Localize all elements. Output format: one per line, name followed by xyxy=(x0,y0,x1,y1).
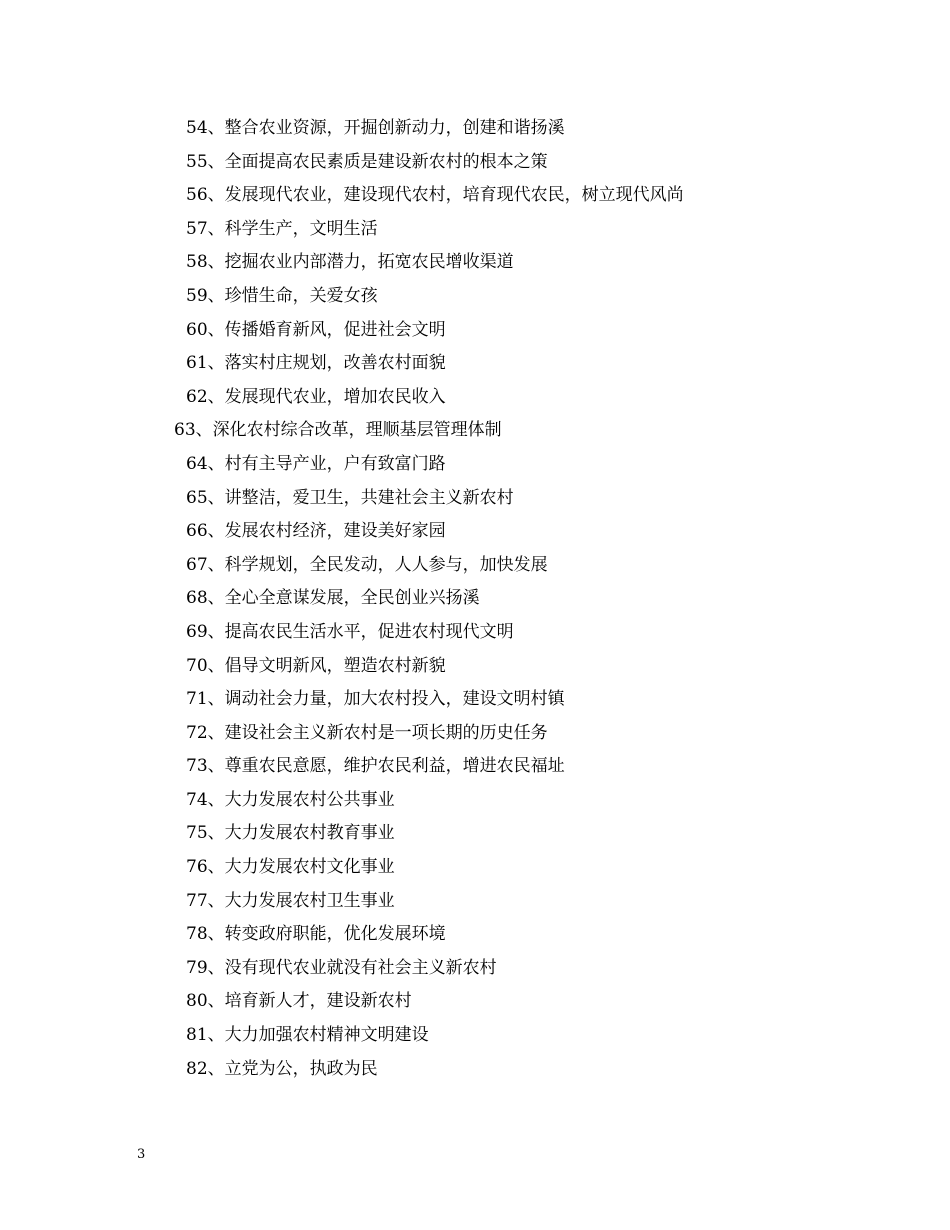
list-item: 75、大力发展农村教育事业 xyxy=(186,823,395,844)
list-item: 80、培育新人才，建设新农村 xyxy=(186,991,412,1012)
list-item: 64、村有主导产业，户有致富门路 xyxy=(186,453,446,474)
list-item: 67、科学规划，全民发动，人人参与，加快发展 xyxy=(186,554,548,575)
list-item: 77、大力发展农村卫生事业 xyxy=(186,890,395,911)
list-item: 55、全面提高农民素质是建设新农村的根本之策 xyxy=(186,151,548,172)
list-item: 74、大力发展农村公共事业 xyxy=(186,789,395,810)
list-item: 63、深化农村综合改革，理顺基层管理体制 xyxy=(174,420,502,441)
list-item: 79、没有现代农业就没有社会主义新农村 xyxy=(186,957,497,978)
list-item: 81、大力加强农村精神文明建设 xyxy=(186,1025,429,1046)
list-item: 58、挖掘农业内部潜力，拓宽农民增收渠道 xyxy=(186,252,514,273)
list-item: 57、科学生产，文明生活 xyxy=(186,218,378,239)
list-item: 61、落实村庄规划，改善农村面貌 xyxy=(186,353,446,374)
page-number: 3 xyxy=(137,1147,146,1162)
list-item: 76、大力发展农村文化事业 xyxy=(186,857,395,878)
list-item: 73、尊重农民意愿，维护农民利益，增进农民福址 xyxy=(186,756,565,777)
list-item: 72、建设社会主义新农村是一项长期的历史任务 xyxy=(186,722,548,743)
list-item: 68、全心全意谋发展，全民创业兴扬溪 xyxy=(186,588,480,609)
list-item: 71、调动社会力量，加大农村投入，建设文明村镇 xyxy=(186,689,565,710)
list-item: 62、发展现代农业，增加农民收入 xyxy=(186,386,446,407)
list-item: 65、讲整洁，爱卫生，共建社会主义新农村 xyxy=(186,487,514,508)
list-item: 56、发展现代农业，建设现代农村，培育现代农民，树立现代风尚 xyxy=(186,185,684,206)
list-item: 59、珍惜生命，关爱女孩 xyxy=(186,285,378,306)
slogan-list xyxy=(0,112,950,1086)
list-item: 70、倡导文明新风，塑造农村新貌 xyxy=(186,655,446,676)
list-item: 82、立党为公，执政为民 xyxy=(186,1058,378,1079)
list-item: 78、转变政府职能，优化发展环境 xyxy=(186,924,446,945)
list-item: 54、整合农业资源，开掘创新动力，创建和谐扬溪 xyxy=(186,118,565,138)
list-item: 69、提高农民生活水平，促进农村现代文明 xyxy=(186,621,514,642)
list-item: 66、发展农村经济，建设美好家园 xyxy=(186,521,446,542)
list-item: 60、传播婚育新风，促进社会文明 xyxy=(186,319,446,340)
